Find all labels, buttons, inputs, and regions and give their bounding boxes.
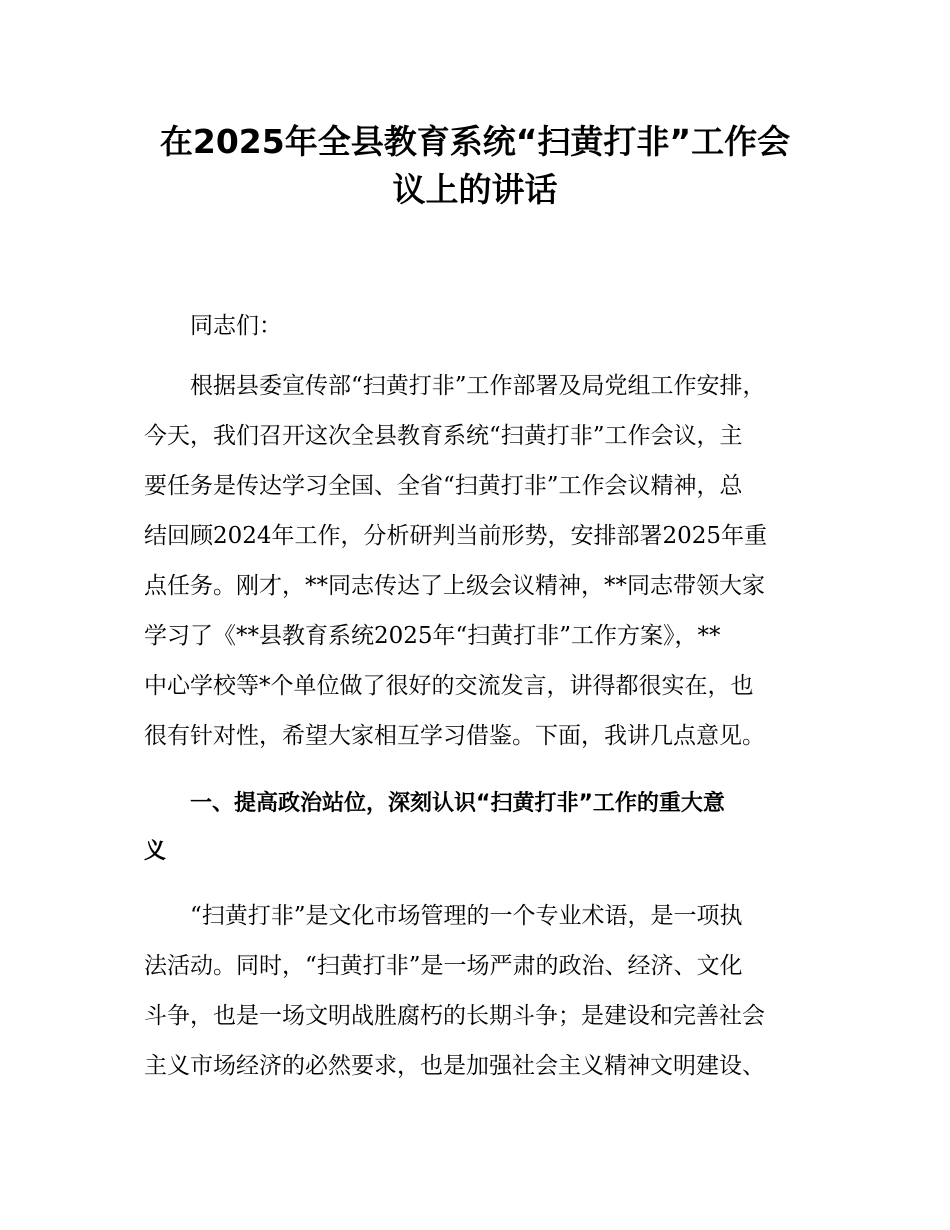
section-heading-1 [144, 780, 824, 876]
paragraph-opening [144, 361, 824, 761]
document-title [120, 118, 830, 214]
paragraph-line: 很有针对性，希望大家相互学习借鉴。下面，我讲几点意见。 [144, 723, 765, 749]
paragraph-line: 要任务是传达学习全国、全省“扫黄打非”工作会议精神，总 [144, 473, 743, 499]
paragraph-line: 点任务。刚才，**同志传达了上级会议精神，**同志带领大家 [144, 573, 765, 599]
paragraph-line: 中心学校等*个单位做了很好的交流发言，讲得都很实在，也 [144, 673, 754, 699]
paragraph-line: 结回顾2024年工作，分析研判当前形势，安排部署2025年重 [144, 523, 768, 549]
paragraph-line: 学习了《**县教育系统2025年“扫黄打非”工作方案》，** [144, 623, 721, 649]
paragraph-line: 法活动。同时，“扫黄打非”是一场严肃的政治、经济、文化 [144, 953, 743, 979]
paragraph-section-1 [144, 891, 824, 1091]
salutation: 同志们： [190, 313, 282, 339]
heading-line: 义 [144, 839, 167, 864]
title-line: 议上的讲话 [392, 170, 558, 209]
title-line: 在2025年全县教育系统“扫黄打非”工作会 [159, 122, 791, 161]
paragraph-line: 斗争，也是一场文明战胜腐朽的长期斗争；是建设和完善社会 [144, 1003, 765, 1029]
paragraph-line: “扫黄打非”是文化市场管理的一个专业术语，是一项执 [190, 903, 743, 929]
paragraph-line: 主义市场经济的必然要求，也是加强社会主义精神文明建设、 [144, 1053, 765, 1079]
heading-line: 一、提高政治站位，深刻认识“扫黄打非”工作的重大意 [190, 791, 725, 816]
paragraph-line: 今天，我们召开这次全县教育系统“扫黄打非”工作会议，主 [144, 423, 743, 449]
paragraph-line: 根据县委宣传部“扫黄打非”工作部署及局党组工作安排， [190, 373, 766, 399]
